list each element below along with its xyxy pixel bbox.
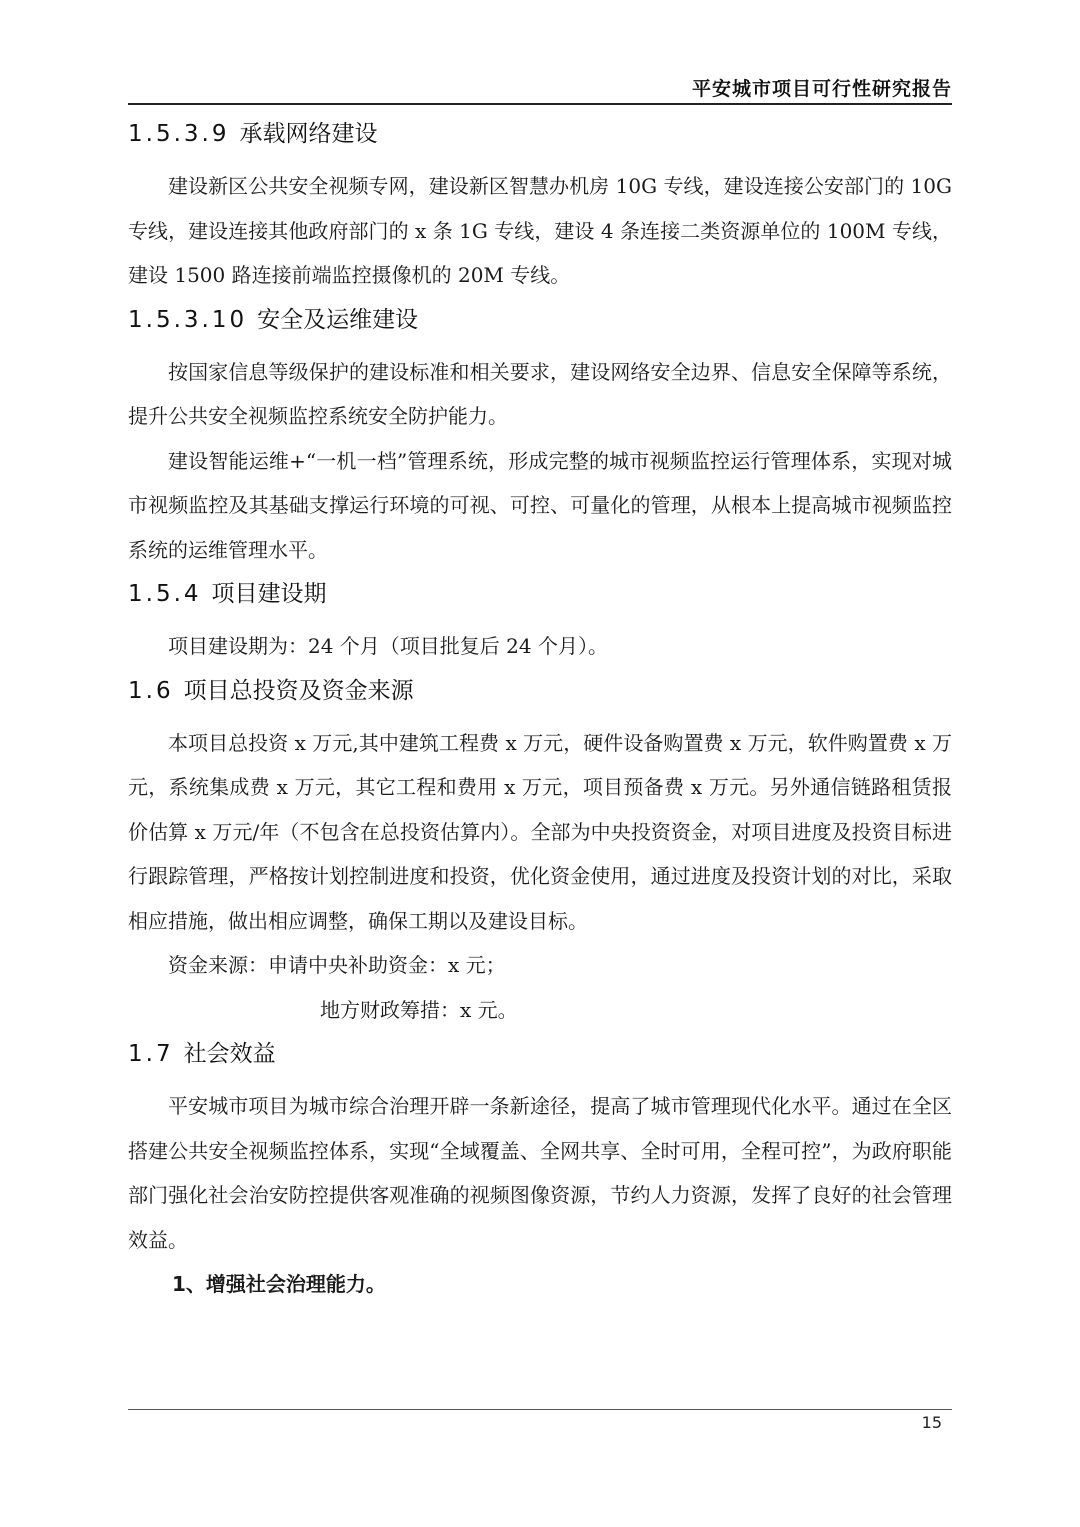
section-title: 项目建设期: [211, 581, 327, 607]
section-heading-1-5-3-9: [128, 112, 952, 156]
section-heading-1-7: [128, 1032, 952, 1076]
paragraph: 建设新区公共安全视频专网，建设新区智慧办机房 10G 专线，建设连接公安部门的 10G 专线，建设连接其他政府部门的 x 条 1G 专线，建设 4 条连接二类资源单位的 100M 专线，建设 1500 路连接前端监控摄像机的 20M 专线。: [128, 174, 952, 287]
paragraph: 平安城市项目为城市综合治理开辟一条新途径，提高了城市管理现代化水平。通过在全区搭建公共安全视频监控体系，实现“全域覆盖、全网共享、全时可用，全程可控”，为政府职能部门强化社会治安防控提供客观准确的视频图像资源，节约人力资源，发挥了良好的社会管理效益。: [128, 1094, 952, 1252]
section-number: 1.5.3.10: [128, 306, 248, 333]
section-number: 1.5.3.9: [128, 121, 230, 147]
paragraph: 建设智能运维+“一机一档”管理系统，形成完整的城市视频监控运行管理体系，实现对城市视频监控及其基础支撑运行环境的可视、可控、可量化的管理，从根本上提高城市视频监控系统的运维管理水平。: [128, 448, 952, 562]
page-number: 15: [921, 1413, 942, 1432]
section-title: 项目总投资及资金来源: [183, 677, 414, 704]
section-title: 安全及运维建设: [257, 306, 419, 333]
section-title: 承载网络建设: [239, 121, 378, 147]
funding-source-line: 资金来源：申请中央补助资金：x 元；: [168, 953, 506, 977]
footer-divider: [128, 1409, 952, 1410]
section-number: 1.6: [128, 677, 174, 704]
page-content: [128, 112, 952, 1307]
paragraph: 按国家信息等级保护的建设标准和相关要求，建设网络安全边界、信息安全保障等系统，提升公共安全视频监控系统安全防护能力。: [128, 359, 952, 428]
paragraph-highlighted: 本项目总投资 x 万元,其中建筑工程费 x 万元，硬件设备购置费 x 万元，软件购置费 x 万元，系统集成费 x 万元，其它工程和费用 x 万元，项目预备费 x 万元。另外通信链路租赁报价估算 x 万元/年（不包含在总投资估算内）。全部为中央投资资金，对项目进度及投资目标进行跟踪管理，严格按计划控制进度和投资，优化资金使用，通过进度及投资计划的对比，采取相应措施，做出相应调整，确保工期以及建设目标。: [128, 730, 952, 933]
section-title: 社会效益: [183, 1041, 276, 1067]
section-heading-1-5-4: [128, 572, 952, 616]
section-number: 1.7: [128, 1041, 174, 1067]
section-number: 1.5.4: [128, 581, 202, 607]
header-divider: [128, 103, 952, 105]
list-item: 1、增强社会治理能力。: [172, 1272, 386, 1296]
running-header-title: 平安城市项目可行性研究报告: [691, 78, 952, 100]
funding-local-line: 地方财政筹措：x 元。: [320, 997, 518, 1022]
paragraph-highlighted: 项目建设期为：24 个月（项目批复后 24 个月）。: [168, 634, 608, 658]
section-heading-1-6: [128, 669, 952, 713]
section-heading-1-5-3-10: [128, 298, 952, 342]
